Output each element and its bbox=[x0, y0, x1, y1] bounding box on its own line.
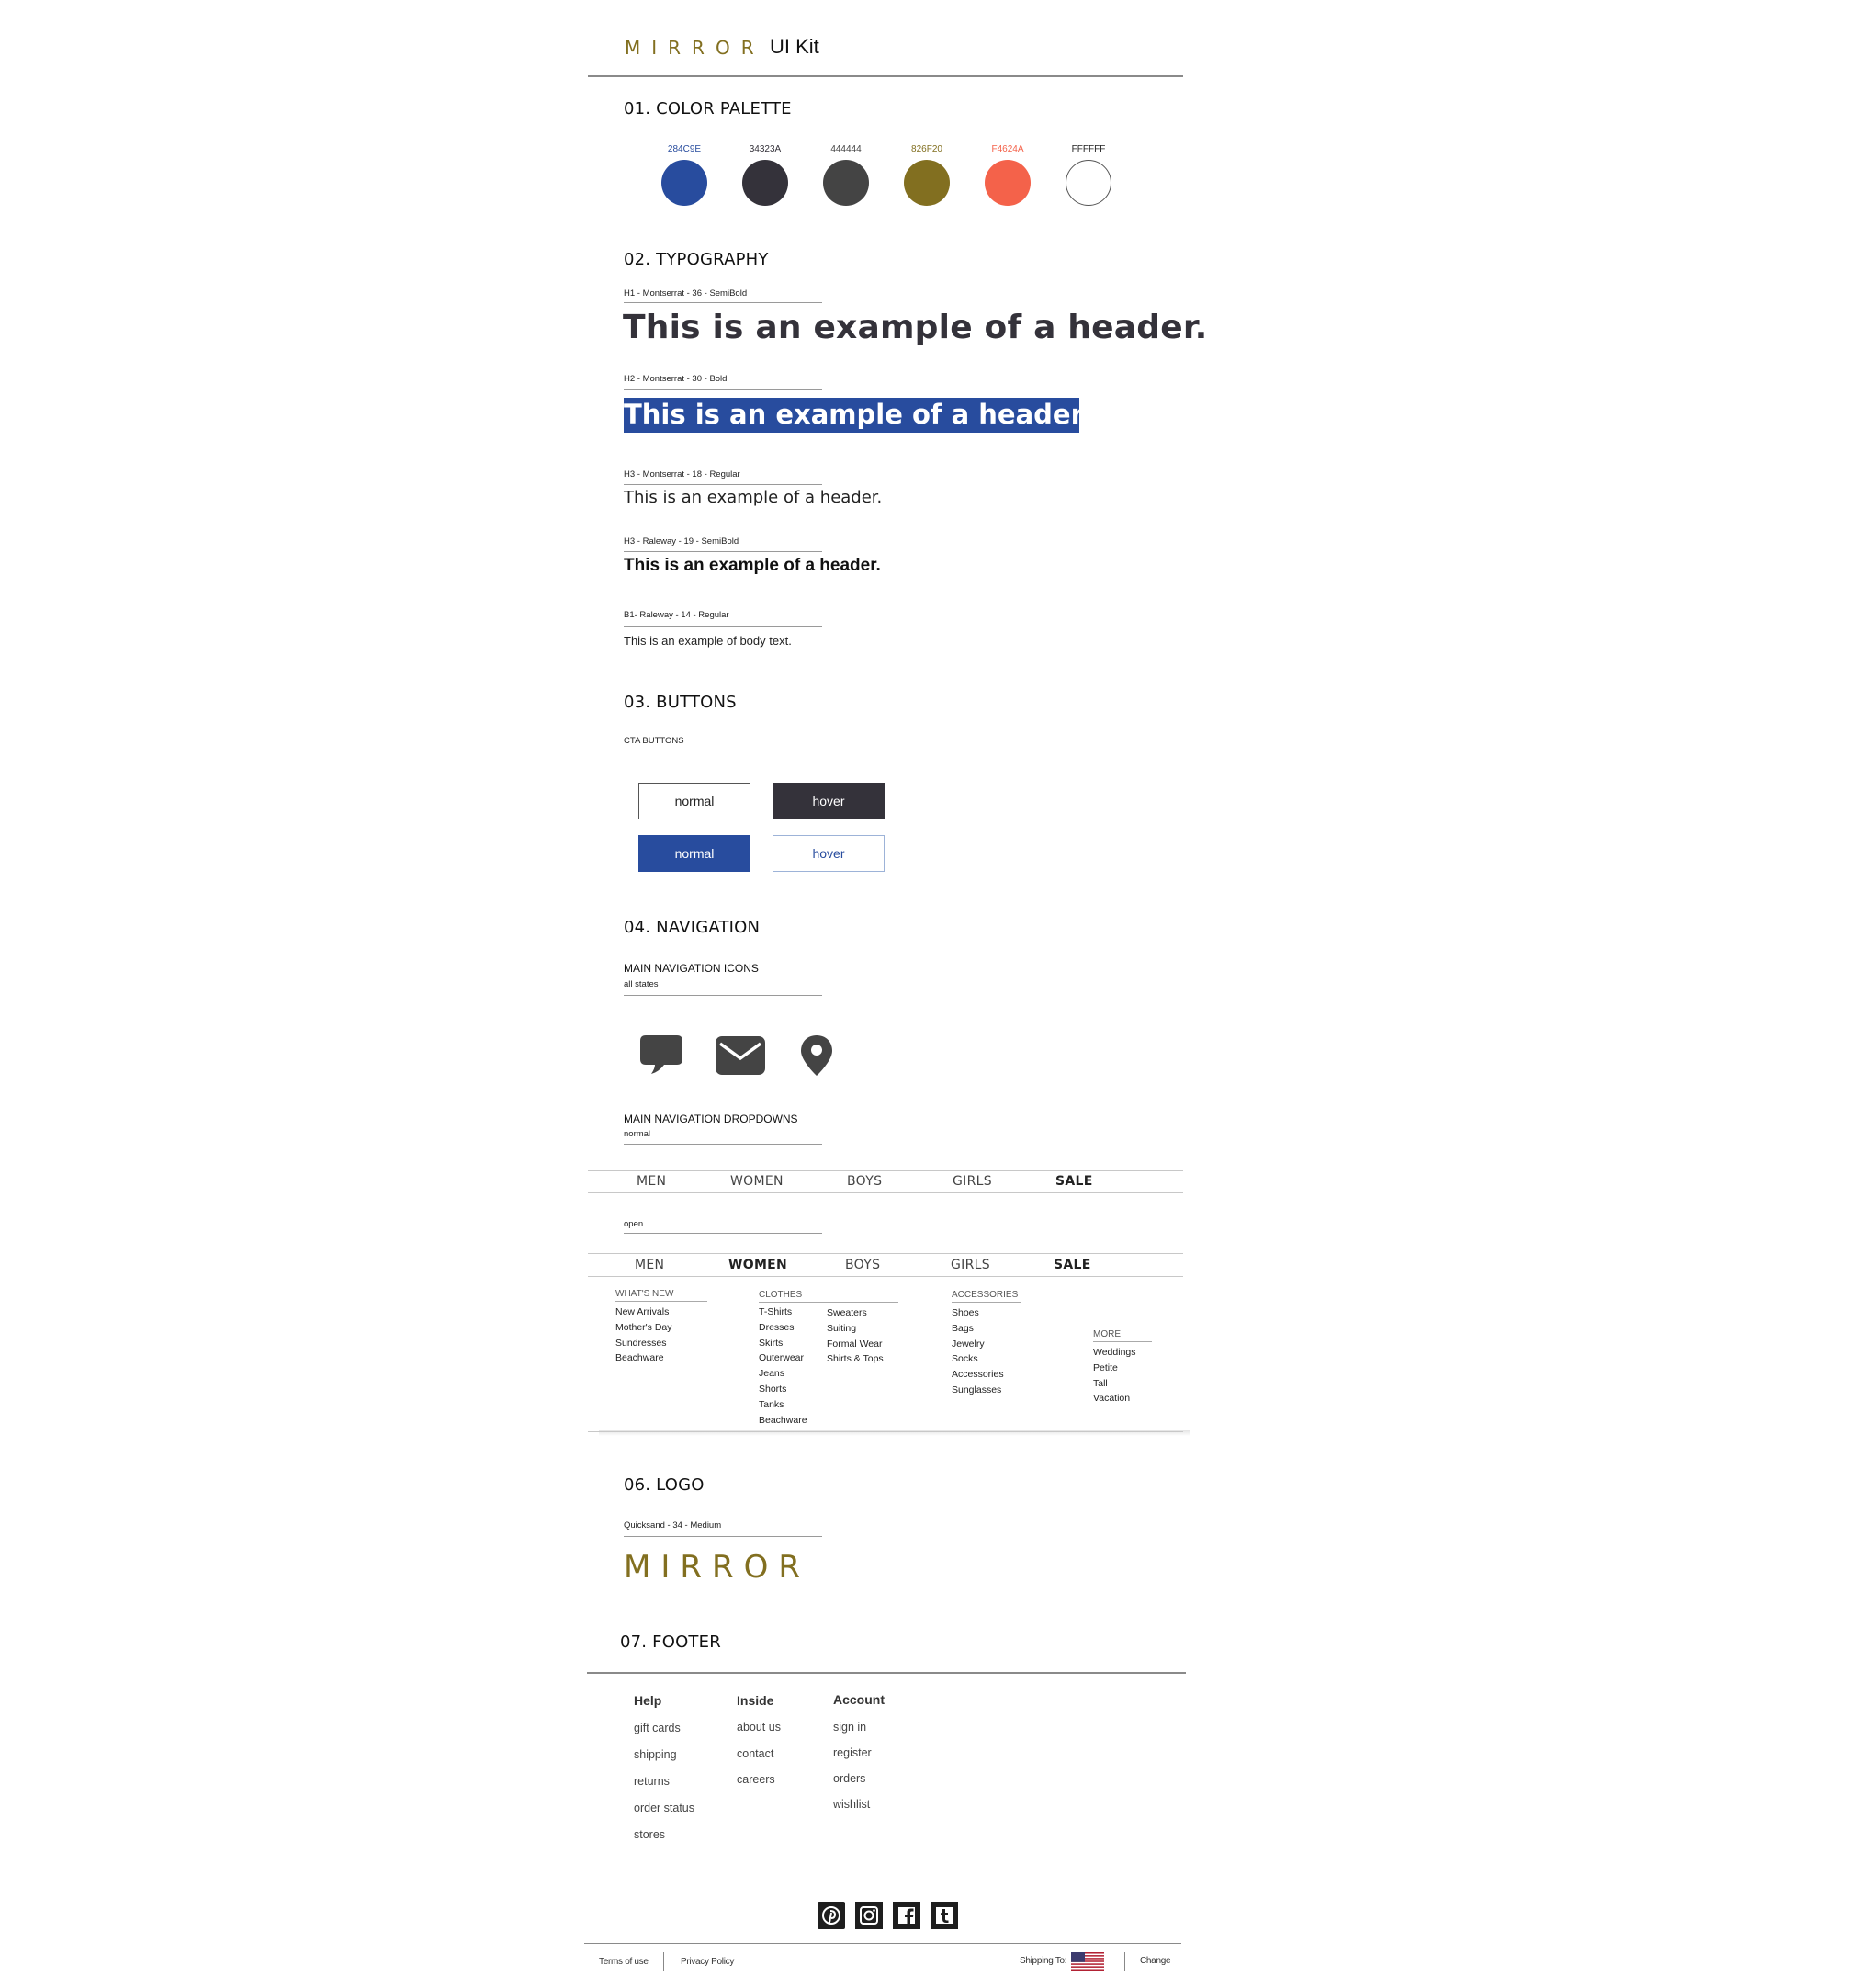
body-sample: This is an example of body text. bbox=[624, 634, 792, 648]
buttons-subtitle: CTA BUTTONS bbox=[624, 736, 684, 746]
type-spec-h3-raleway: H3 - Raleway - 19 - SemiBold bbox=[624, 537, 739, 547]
spec-divider bbox=[624, 551, 822, 552]
pinterest-icon[interactable] bbox=[818, 1902, 845, 1929]
footer-heading-account: Account bbox=[833, 1692, 885, 1707]
nav-bar-open-bottom-border bbox=[588, 1276, 1183, 1277]
spec-divider bbox=[624, 995, 822, 996]
nav-item-boys[interactable]: BOYS bbox=[847, 1174, 883, 1189]
footer-link[interactable]: careers bbox=[737, 1773, 775, 1786]
nav-item-sale[interactable]: SALE bbox=[1054, 1258, 1091, 1272]
footer-link[interactable]: about us bbox=[737, 1721, 781, 1734]
dropdown-link[interactable]: Accessories bbox=[952, 1369, 1004, 1381]
footer-links-inside bbox=[737, 1714, 781, 1793]
cta-button-normal[interactable]: normal bbox=[638, 783, 750, 819]
brand-logo: MIRROR bbox=[624, 1549, 810, 1586]
section-title-footer: 07. FOOTER bbox=[620, 1632, 721, 1652]
tumblr-icon[interactable] bbox=[931, 1902, 958, 1929]
dropdown-link[interactable]: T-Shirts bbox=[759, 1306, 793, 1317]
legal-separator bbox=[663, 1952, 664, 1971]
cta-button-blue-hover[interactable]: hover bbox=[773, 835, 885, 872]
facebook-icon[interactable] bbox=[893, 1902, 920, 1929]
dropdown-link[interactable]: Tall bbox=[1093, 1377, 1108, 1389]
dropdown-link[interactable]: Tanks bbox=[759, 1398, 784, 1410]
dropdown-link[interactable]: Beachware bbox=[759, 1414, 807, 1426]
header-title: UI Kit bbox=[770, 35, 819, 58]
spec-divider bbox=[624, 1233, 822, 1234]
nav-item-sale[interactable]: SALE bbox=[1055, 1174, 1093, 1189]
dropdown-heading-clothes: CLOTHES bbox=[759, 1290, 803, 1300]
color-swatch bbox=[661, 160, 707, 206]
dropdown-link[interactable]: New Arrivals bbox=[615, 1306, 670, 1317]
h3-raleway-sample: This is an example of a header. bbox=[624, 556, 881, 575]
swatch-label: 284C9E bbox=[667, 144, 702, 154]
footer-link[interactable]: contact bbox=[737, 1746, 774, 1760]
section-title-navigation: 04. NAVIGATION bbox=[624, 918, 761, 937]
nav-dropdowns-subtitle: normal bbox=[624, 1129, 651, 1139]
type-spec-h3: H3 - Montserrat - 18 - Regular bbox=[624, 469, 740, 480]
us-flag-icon[interactable] bbox=[1071, 1952, 1104, 1971]
header-logo[interactable]: MIRROR bbox=[625, 37, 765, 59]
privacy-link[interactable]: Privacy Policy bbox=[681, 1957, 735, 1967]
change-country-link[interactable]: Change bbox=[1140, 1956, 1171, 1966]
type-spec-h2: H2 - Montserrat - 30 - Bold bbox=[624, 374, 728, 384]
color-swatch bbox=[742, 160, 788, 206]
dropdown-link[interactable]: Outerwear bbox=[759, 1352, 805, 1364]
spec-divider bbox=[624, 626, 822, 627]
footer-link[interactable]: register bbox=[833, 1746, 872, 1759]
header-divider bbox=[588, 75, 1183, 77]
footer-divider bbox=[587, 1672, 1186, 1674]
footer-link[interactable]: stores bbox=[634, 1828, 666, 1841]
dropdown-link[interactable]: Shoes bbox=[952, 1307, 979, 1318]
dropdown-list-clothes-col1 bbox=[759, 1305, 807, 1428]
h3-sample: This is an example of a header. bbox=[624, 488, 883, 507]
footer-link[interactable]: orders bbox=[833, 1772, 866, 1785]
footer-links-account bbox=[833, 1714, 872, 1817]
type-spec-h1: H1 - Montserrat - 36 - SemiBold bbox=[624, 288, 748, 299]
footer-link[interactable]: returns bbox=[634, 1775, 670, 1788]
dropdown-link[interactable]: Jewelry bbox=[952, 1338, 985, 1350]
h1-sample: This is an example of a header. bbox=[623, 309, 1208, 346]
dropdown-link[interactable]: Shorts bbox=[759, 1383, 787, 1395]
dropdown-list-whats-new bbox=[615, 1305, 672, 1366]
footer-link[interactable]: gift cards bbox=[634, 1722, 681, 1734]
dropdown-heading-divider bbox=[759, 1302, 898, 1303]
footer-heading-help: Help bbox=[634, 1693, 662, 1708]
dropdown-link[interactable]: Mother's Day bbox=[615, 1321, 672, 1333]
dropdown-link[interactable]: Vacation bbox=[1093, 1393, 1131, 1405]
nav-item-boys[interactable]: BOYS bbox=[845, 1258, 881, 1272]
type-spec-b1: B1- Raleway - 14 - Regular bbox=[624, 610, 729, 620]
dropdown-link[interactable]: Shirts & Tops bbox=[827, 1353, 884, 1365]
dropdown-heading-divider bbox=[952, 1302, 1021, 1303]
nav-item-women-active[interactable]: WOMEN bbox=[728, 1258, 788, 1272]
nav-item-men[interactable]: MEN bbox=[635, 1258, 665, 1272]
dropdown-panel-bottom-border bbox=[588, 1431, 1183, 1432]
swatch-label: FFFFFF bbox=[1071, 144, 1106, 154]
nav-icons-subtitle: all states bbox=[624, 979, 659, 989]
cta-button-hover[interactable]: hover bbox=[773, 783, 885, 819]
spec-divider bbox=[624, 1144, 822, 1145]
swatch-label: 444444 bbox=[830, 144, 862, 154]
legal-separator bbox=[1124, 1952, 1125, 1971]
color-swatch bbox=[823, 160, 869, 206]
legal-bar-divider bbox=[584, 1943, 1181, 1944]
color-swatch bbox=[1066, 160, 1111, 206]
nav-bar-bottom-border bbox=[588, 1192, 1183, 1193]
dropdown-link[interactable]: Suiting bbox=[827, 1322, 857, 1334]
dropdown-link[interactable]: Sunglasses bbox=[952, 1384, 1002, 1395]
nav-open-label: open bbox=[624, 1219, 644, 1229]
dropdown-link[interactable]: Dresses bbox=[759, 1321, 795, 1333]
cta-button-blue-normal[interactable]: normal bbox=[638, 835, 750, 872]
color-swatch bbox=[904, 160, 950, 206]
dropdown-heading-divider bbox=[1093, 1341, 1152, 1342]
section-title-typography: 02. TYPOGRAPHY bbox=[624, 250, 769, 269]
dropdown-link[interactable]: Socks bbox=[952, 1353, 978, 1365]
dropdown-link[interactable]: Beachware bbox=[615, 1352, 664, 1364]
dropdown-heading-divider bbox=[615, 1301, 707, 1302]
nav-dropdowns-title: MAIN NAVIGATION DROPDOWNS bbox=[624, 1113, 798, 1125]
shipping-to-label: Shipping To: bbox=[1020, 1956, 1067, 1966]
footer-heading-inside: Inside bbox=[737, 1693, 774, 1708]
dropdown-link[interactable]: Bags bbox=[952, 1322, 974, 1334]
dropdown-list-accessories bbox=[952, 1305, 1004, 1398]
spec-divider bbox=[624, 1536, 822, 1537]
footer-link[interactable]: wishlist bbox=[833, 1798, 871, 1811]
footer-links-help bbox=[634, 1715, 694, 1848]
instagram-icon[interactable] bbox=[855, 1902, 883, 1929]
dropdown-heading-accessories: ACCESSORIES bbox=[952, 1290, 1019, 1300]
spec-divider bbox=[624, 389, 822, 390]
section-title-logo: 06. LOGO bbox=[624, 1475, 705, 1495]
dropdown-link[interactable]: Sweaters bbox=[827, 1307, 867, 1318]
h2-sample: This is an example of a header. bbox=[624, 399, 1090, 430]
section-title-buttons: 03. BUTTONS bbox=[624, 693, 737, 712]
swatch-label: 826F20 bbox=[911, 144, 942, 154]
footer-link[interactable]: order status bbox=[634, 1802, 695, 1814]
dropdown-link[interactable]: Petite bbox=[1093, 1361, 1118, 1373]
chat-icon[interactable] bbox=[638, 1034, 684, 1078]
logo-spec: Quicksand - 34 - Medium bbox=[624, 1520, 722, 1531]
spec-divider bbox=[624, 302, 822, 303]
nav-item-men[interactable]: MEN bbox=[637, 1174, 667, 1189]
nav-bar-open-top-border bbox=[588, 1253, 1183, 1254]
dropdown-list-more bbox=[1093, 1345, 1136, 1406]
nav-item-women[interactable]: WOMEN bbox=[730, 1174, 784, 1189]
dropdown-link[interactable]: Sundresses bbox=[615, 1337, 667, 1349]
dropdown-link[interactable]: Formal Wear bbox=[827, 1338, 883, 1350]
mail-icon[interactable] bbox=[715, 1034, 766, 1077]
nav-bar-top-border bbox=[588, 1170, 1183, 1171]
footer-link[interactable]: sign in bbox=[833, 1721, 867, 1734]
swatch-label: 34323A bbox=[749, 144, 782, 154]
nav-item-girls[interactable]: GIRLS bbox=[951, 1258, 990, 1272]
dropdown-heading-more: MORE bbox=[1093, 1329, 1121, 1339]
dropdown-link[interactable]: Weddings bbox=[1093, 1347, 1136, 1358]
nav-item-girls[interactable]: GIRLS bbox=[953, 1174, 992, 1189]
color-swatch bbox=[985, 160, 1031, 206]
dropdown-list-clothes-col2 bbox=[827, 1305, 884, 1367]
nav-icons-title: MAIN NAVIGATION ICONS bbox=[624, 962, 759, 975]
swatch-label: F4624A bbox=[991, 144, 1024, 154]
footer-link[interactable]: shipping bbox=[634, 1748, 677, 1761]
dropdown-heading-whats-new: WHAT'S NEW bbox=[615, 1289, 674, 1299]
location-pin-icon[interactable] bbox=[798, 1034, 835, 1078]
dropdown-link[interactable]: Jeans bbox=[759, 1368, 785, 1380]
section-title-color-palette: 01. COLOR PALETTE bbox=[624, 99, 792, 119]
spec-divider bbox=[624, 484, 822, 485]
dropdown-link[interactable]: Skirts bbox=[759, 1337, 784, 1349]
terms-link[interactable]: Terms of use bbox=[599, 1957, 649, 1967]
